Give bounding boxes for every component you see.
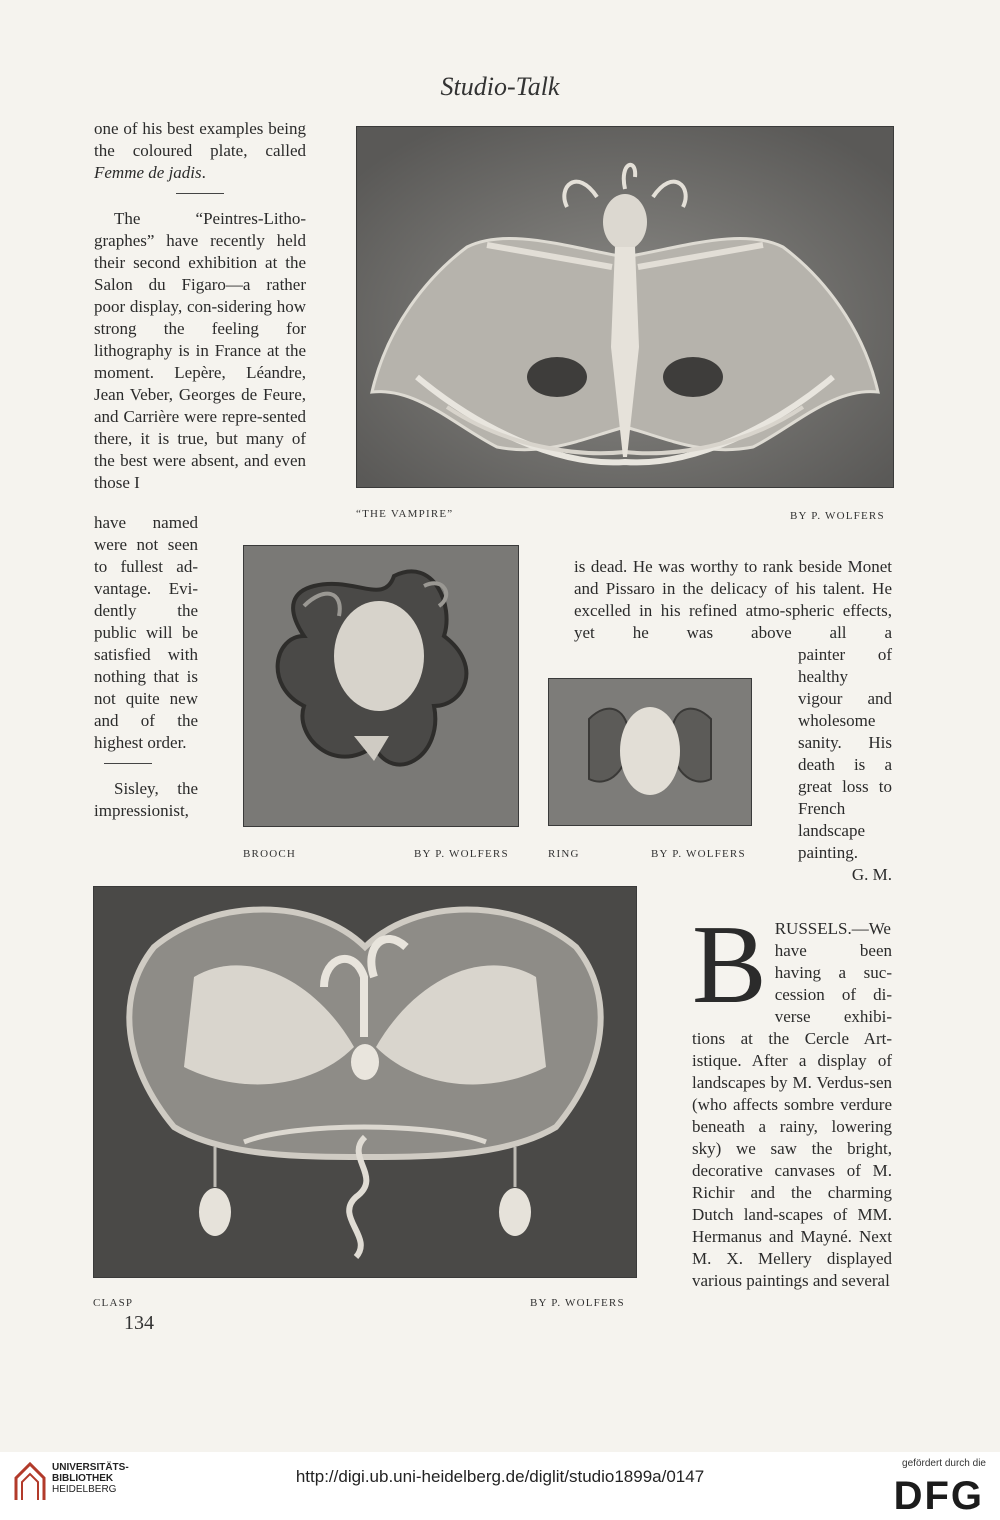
clasp-illustration bbox=[94, 887, 636, 1277]
divider bbox=[104, 763, 152, 764]
peintres-paragraph-cont: have named were not seen to fullest ad-vantage. Evi-dently the public will be satisfied with nothing that is not quite new and of the highest order. bbox=[94, 513, 198, 752]
divider bbox=[176, 193, 224, 194]
ring-caption-title: RING bbox=[548, 848, 580, 860]
sisley-text-narrow: painter of healthy vigour and wholesome sanity. His death is a great loss to French landscape painting. bbox=[798, 645, 892, 862]
funding-note: gefördert durch die bbox=[902, 1458, 986, 1469]
vampire-illustration bbox=[357, 127, 893, 487]
intro-paragraph: one of his best examples being the coloured plate, called Femme de jadis. bbox=[94, 119, 306, 182]
brussels-column bbox=[692, 903, 892, 1292]
page-number: 134 bbox=[124, 1312, 154, 1334]
brussels-paragraph: BRUSSELS.—We have been having a suc-cession of di-verse exhibi-tions at the Cercle Art-istique. After a display of landscapes by M. Verdus-sen (who affects sombre verdure beneath a rainy, lowering sky) we saw the bright, decorative canvases of M. Richir and the charming Dutch land-scapes of MM. Hermanus and Mayné. Next M. X. Mellery displayed various paintings and several bbox=[692, 903, 892, 1290]
ring-illustration bbox=[549, 679, 751, 825]
clasp-caption-title: CLASP bbox=[93, 1297, 134, 1309]
signature: G. M. bbox=[851, 865, 892, 884]
sisley-obituary-narrow bbox=[798, 644, 892, 886]
sisley-paragraph: Sisley, the impressionist, bbox=[94, 779, 198, 820]
peintres-paragraph: The “Peintres-Litho-graphes” have recently held their second exhibition at the Salon du Figaro—a rather poor display, con-sidering how strong the feeling for lithography is in France at the moment. Lepère, Léandre, Jean Veber, Georges de Feure, and Carrière were repre-sented there, it is true, but many of the best were absent, and even those I bbox=[94, 209, 306, 492]
ring-caption-credit: BY P. WOLFERS bbox=[651, 848, 746, 860]
running-header: Studio-Talk bbox=[440, 72, 560, 101]
vampire-caption-credit: BY P. WOLFERS bbox=[790, 510, 885, 522]
clasp-caption-credit: BY P. WOLFERS bbox=[530, 1297, 625, 1309]
brooch-caption-credit: BY P. WOLFERS bbox=[414, 848, 509, 860]
source-url-link[interactable]: http://digi.ub.uni-heidelberg.de/diglit/studio1899a/0147 bbox=[295, 1467, 705, 1486]
library-name: UNIVERSITÄTS- BIBLIOTHEK HEIDELBERG bbox=[52, 1462, 129, 1495]
ring-photo bbox=[548, 678, 752, 826]
vampire-photo bbox=[356, 126, 894, 488]
left-column bbox=[94, 118, 306, 494]
brooch-photo bbox=[243, 545, 519, 827]
drop-capital: B bbox=[692, 903, 767, 1027]
sisley-text-wide: is dead. He was worthy to rank beside Monet and Pissaro in the delicacy of his talent. He excelled in his refined atmo-spheric effects, yet he was above all a bbox=[574, 557, 892, 642]
dfg-logo: DFG bbox=[893, 1474, 984, 1518]
intro-title: Femme de jadis bbox=[94, 163, 202, 182]
left-column-narrow bbox=[94, 512, 198, 822]
vampire-caption-title: “THE VAMPIRE” bbox=[356, 508, 454, 520]
brooch-illustration bbox=[244, 546, 518, 826]
sisley-obituary bbox=[574, 556, 892, 644]
clasp-photo bbox=[93, 886, 637, 1278]
brooch-caption-title: BROOCH bbox=[243, 848, 297, 860]
